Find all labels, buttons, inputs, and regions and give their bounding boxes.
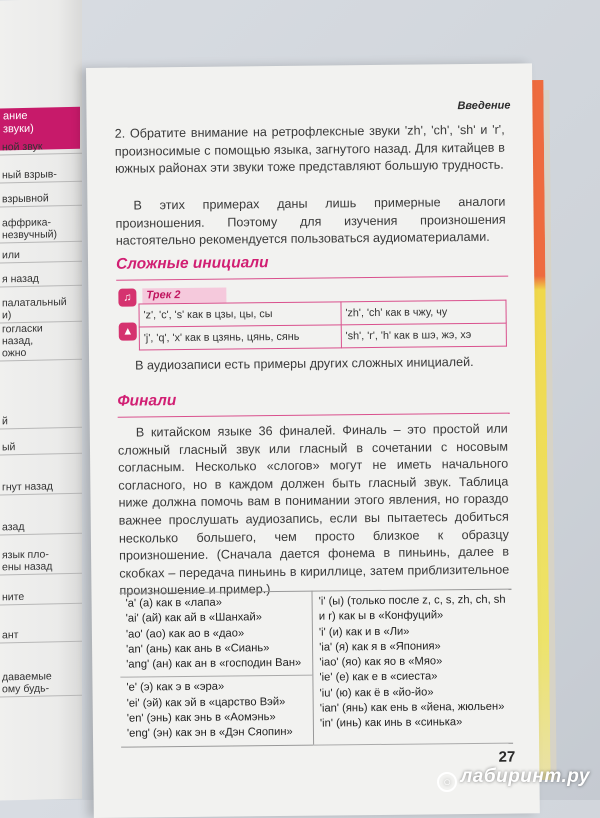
left-page-row: аффрика- незвучный) [0,215,82,244]
right-page [86,63,540,818]
left-page-row: даваемые ому будь- [0,669,82,698]
section-title-complex-initials: Сложные инициали [115,254,269,273]
final-item: 'i' (и) как и в «Ли» [318,625,410,639]
finals-paragraph: В китайском языке 36 финалей. Финаль – это простой или сложный гласный звук или гласный в сочетании с носовым согласным. Несколько «слогов» могут не иметь начального согласного, но в каждом должен быть гласный звук. Таблица ниже должна помочь вам в понимании этого явления, но гораздо важнее прослушать аудиозапись, если вы пытаетесь добиться несколько большего, чем просто близкое к образцу произношение. (Сначала дается фонема в пиньинь, далее в скобках – передача пиньинь в кириллице, затем приблизительное произношение и пример.) [117,421,510,599]
left-page-tab: ание звуки) [0,107,80,151]
final-item: 'iu' (ю) как ё в «йо-йо» [319,686,434,700]
running-header: Введение [457,99,511,113]
section-divider [116,276,508,281]
section-divider [118,413,510,418]
left-page-row: ните [0,589,82,606]
left-page-row: гнут назад [0,479,82,496]
final-item: 'eng' (эн) как эн в «Дэн Сяопин» [126,726,293,740]
table-cell: 'z', 'c', 's' как в цзы, цы, сы [139,302,341,327]
left-page-row: или [0,247,82,264]
table-cell: 'j', 'q', 'x' как в цзянь, цянь, сянь [139,325,341,350]
left-page-row: я назад [0,271,82,288]
watermark-text: лабиринт.ру [460,766,590,787]
finals-table [119,589,513,748]
watermark [437,766,590,792]
left-page-row: ный взрыв- [0,167,82,184]
final-item: 'e' (э) как э в «эра» [126,681,225,695]
finals-cell-a [120,591,313,677]
left-page [0,0,82,801]
track-label: Трек 2 [142,288,226,304]
final-item: и r) как ы в «Конфуций» [318,609,444,623]
final-item: 'ie' (е) как е в «сиеста» [319,670,438,685]
left-page-row: ной звук [0,139,82,156]
left-page-row: гогласки назад, ожно [0,321,82,362]
table-row [120,589,513,678]
left-page-row: ый [0,439,82,456]
left-page-row: й [0,413,82,430]
final-item: 'ang' (ан) как ан в «господин Ван» [126,656,302,671]
left-page-row: азад [0,519,82,536]
final-item: 'en' (энь) как энь в «Аомэнь» [126,711,276,725]
labirint-logo-icon: ○ [437,772,457,792]
audio-note: В аудиозаписи есть примеры других сложных инициалей. [135,354,474,373]
left-page-row: палатальный и) [0,295,82,324]
intro-paragraph-2: В этих примерах даны лишь примерные аналоги произношения. Поэтому для изучения произношения настоятельно рекомендуется пользоваться аудиоматериалами. [115,194,506,248]
final-item: 'ei' (эй) как эй в «царство Вэй» [126,695,286,710]
final-item: 'in' (инь) как инь в «синька» [319,716,463,730]
intro-paragraph-1: 2. Обратите внимание на ретрофлексные звуки 'zh', 'ch', 'sh' и 'r', произносимые с помощью языка, загнутого назад. Для китайцев в южных районах эти звуки тоже представляют большую трудность. [114,122,505,176]
final-item: 'a' (а) как в «лапа» [125,596,222,610]
left-page-row: взрывной [0,191,82,208]
final-item: 'i' (ы) (только после z, c, s, zh, ch, sh [318,593,506,608]
final-item: 'ia' (я) как я в «Япония» [319,640,441,654]
final-item: 'ao' (ао) как ао в «дао» [125,626,245,641]
finals-cell-i [312,589,513,745]
table-cell: 'zh', 'ch' как в чжу, чу [341,300,506,325]
final-item: 'ian' (янь) как ень в «йена, жюльен» [319,700,505,715]
table-row [139,323,506,350]
final-item: 'ai' (ай) как ай в «Шанхай» [125,611,262,625]
finals-cell-e [120,676,313,747]
speaker-icon: ▲ [119,322,137,340]
final-item: 'iao' (яо) как яо в «Мяо» [319,655,443,669]
page-number: 27 [498,748,516,766]
section-title-finals: Финали [117,392,177,410]
table-cell: 'sh', 'r', 'h' как в шэ, жэ, хэ [341,323,506,348]
headphones-icon: ♫ [118,288,136,306]
final-item: 'an' (ань) как ань в «Сиань» [126,642,270,656]
initials-table [138,300,506,351]
left-page-row: ант [0,627,82,644]
left-page-row: язык пло- ены назад [0,547,82,576]
